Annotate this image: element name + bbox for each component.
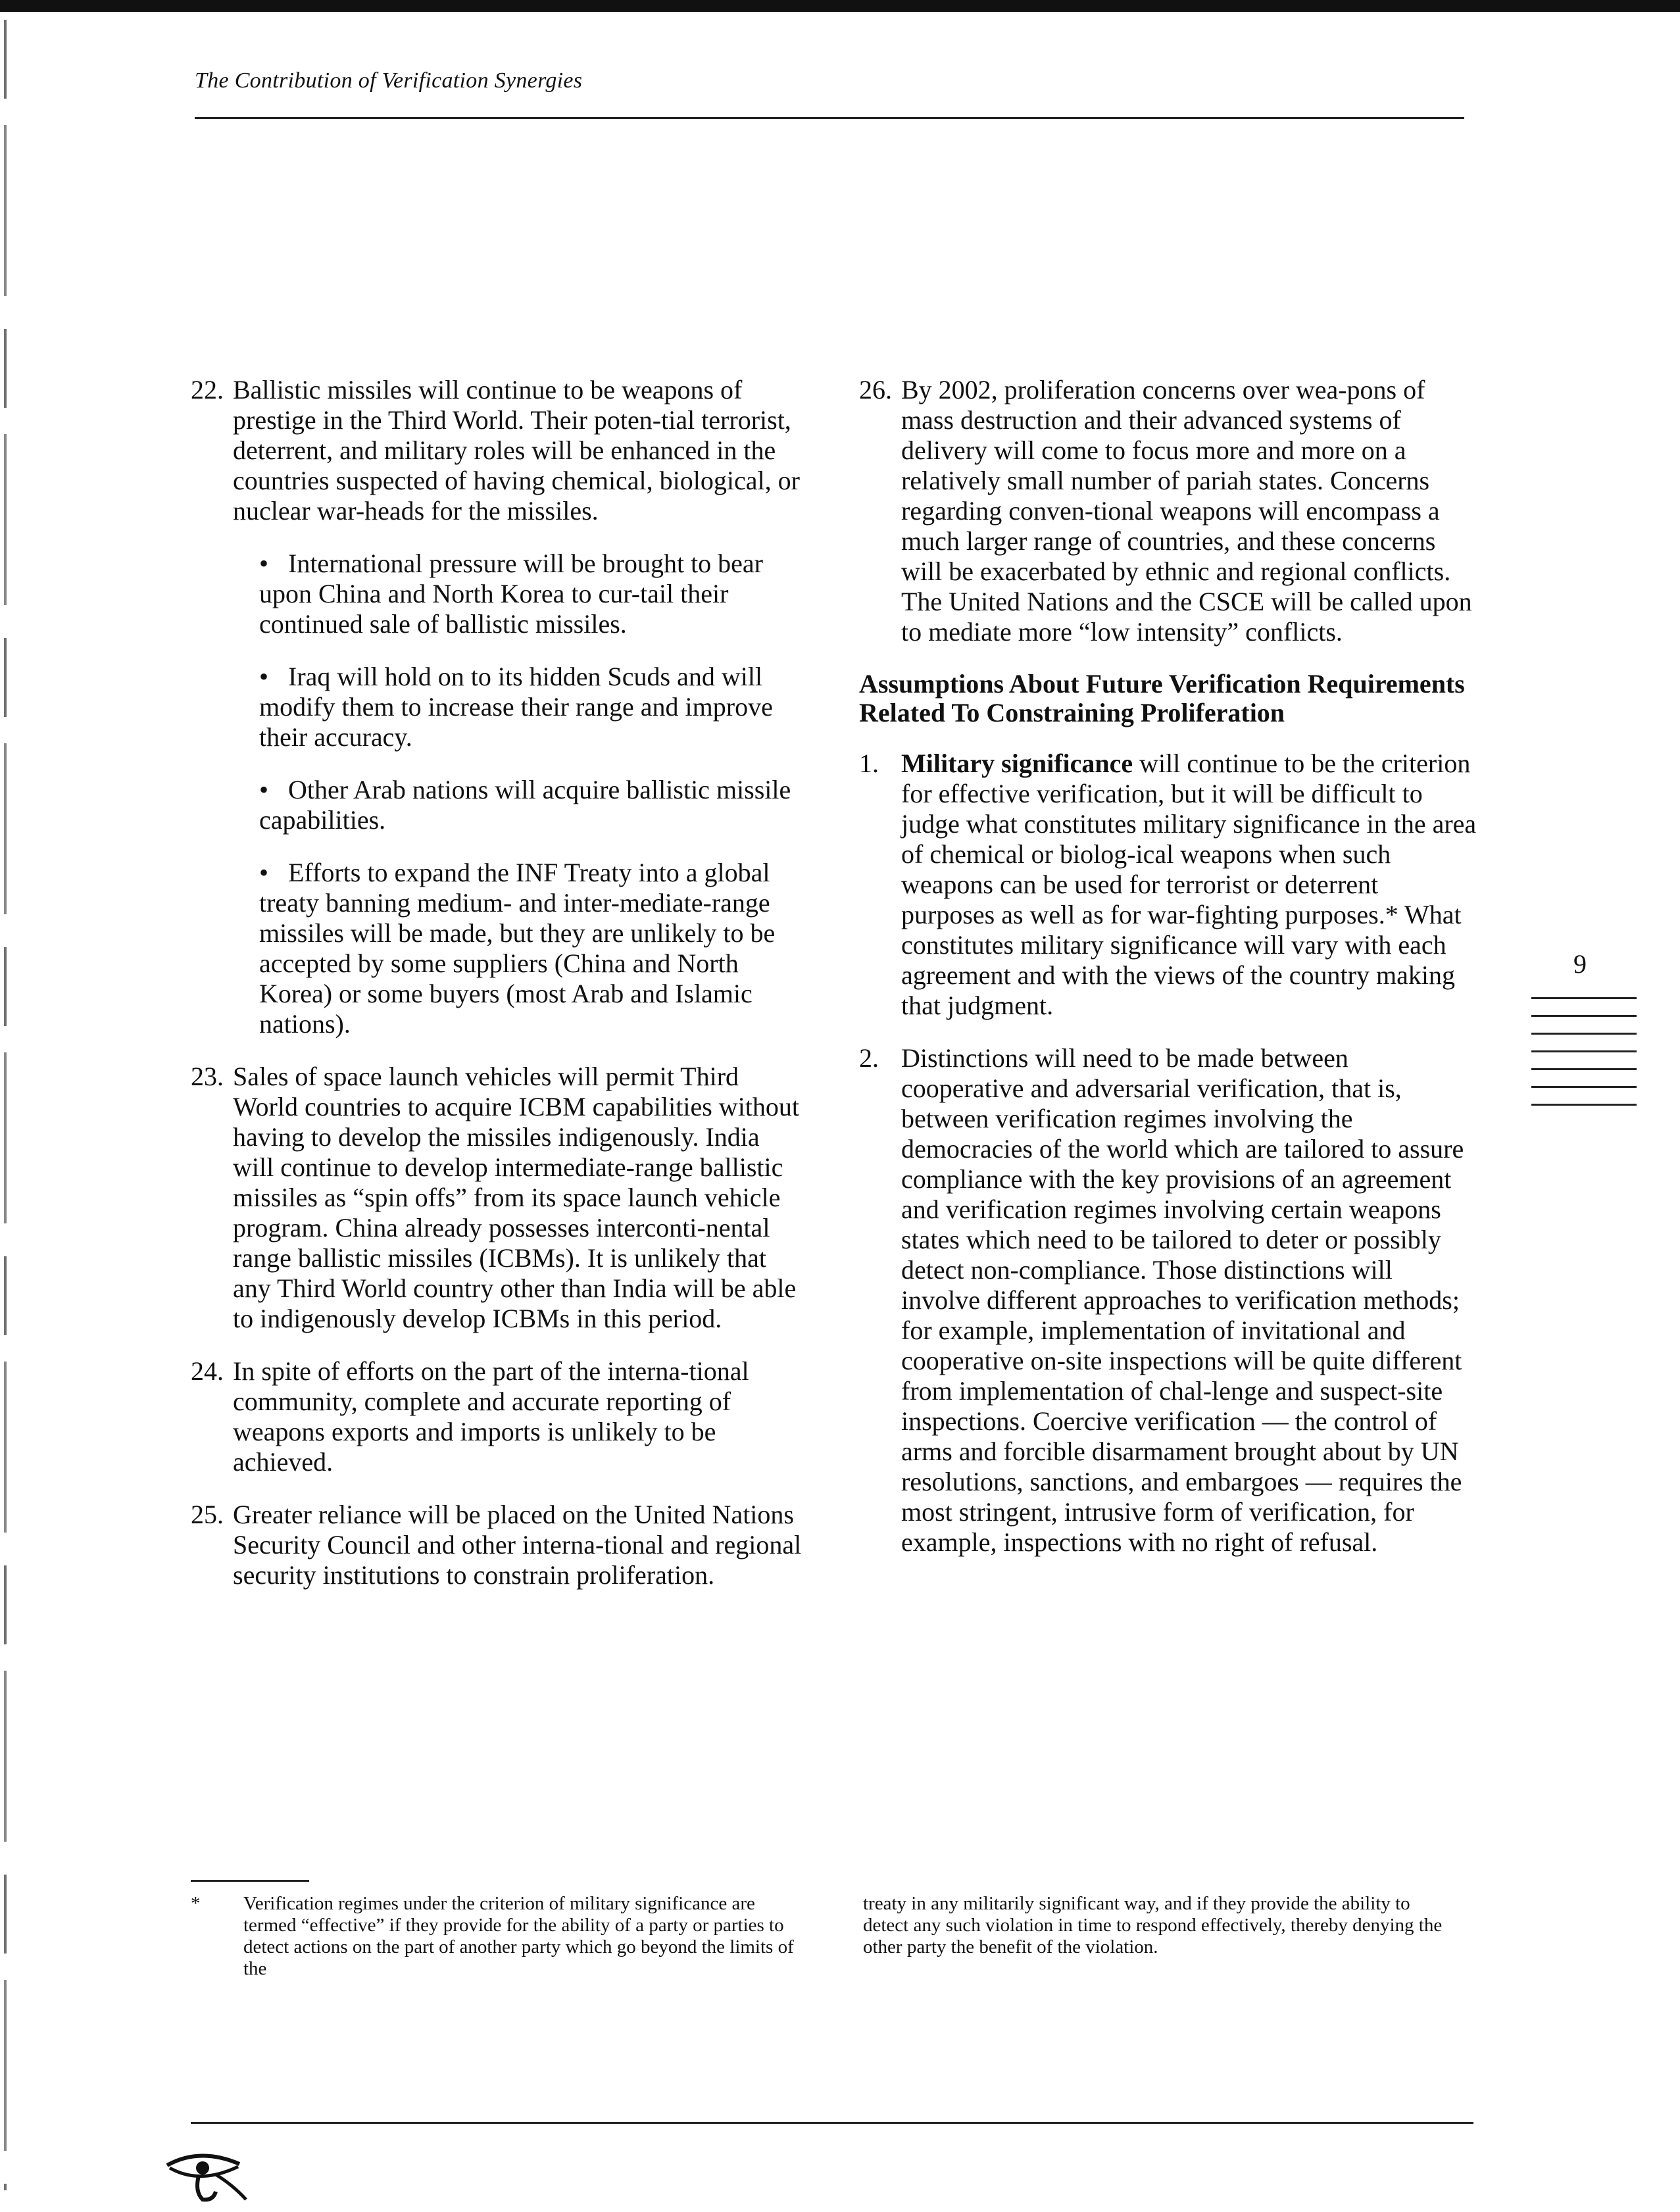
paragraph-26 bbox=[859, 375, 1477, 647]
running-title: The Contribution of Verification Synergies bbox=[195, 68, 583, 93]
paragraph-number: 25. bbox=[191, 1500, 224, 1529]
numbered-item-1 bbox=[859, 749, 1477, 1021]
eye-logo-icon bbox=[161, 2146, 253, 2205]
footnote-rule bbox=[191, 1880, 309, 1882]
bullet-text: Other Arab nations will acquire ballistic missile capabilities. bbox=[259, 775, 791, 835]
paragraph-text: Greater reliance will be placed on the United Nations Security Council and other interna-tional and regional security institutions to constrain proliferation. bbox=[233, 1500, 802, 1590]
footnote-text: Verification regimes under the criterion of military significance are termed “effective” if they provide for the ability of a party or parties to detect actions on the part of another party which go beyond the limits of the bbox=[243, 1893, 794, 1979]
bullet-item bbox=[191, 549, 803, 639]
item-bold-term: Military significance bbox=[901, 749, 1133, 778]
paragraph-number: 26. bbox=[859, 375, 892, 405]
paragraph-number: 23. bbox=[191, 1062, 224, 1091]
bullet-icon: • bbox=[259, 662, 269, 691]
bullet-item bbox=[191, 775, 803, 835]
right-column bbox=[859, 375, 1477, 1580]
item-text: Distinctions will need to be made between cooperative and adversarial verification, that is, between verification regimes involving the democracies of the world which are tailored to assure compliance with the key provisions of an agreement and verification regimes involving certain weapons states which need to be tailored to deter or possibly detect non-compliance. Those distinctions will involve different approaches to verification methods; for example, implementation of invitational and cooperative on-site inspections will be quite different from implementation of chal-lenge and suspect-site inspections. Coercive verification — the control of arms and forcible disarmament brought about by UN resolutions, sanctions, and embargoes — requires the most stringent, intrusive form of verification, for example, inspections with no right of refusal. bbox=[901, 1043, 1464, 1557]
section-heading: Assumptions About Future Verification Requirements Related To Constraining Proliferation bbox=[859, 669, 1465, 727]
left-column bbox=[191, 375, 803, 1613]
paragraph-24 bbox=[191, 1356, 803, 1477]
paragraph-23 bbox=[191, 1062, 803, 1334]
footer-rule bbox=[191, 2122, 1473, 2124]
item-number: 2. bbox=[859, 1043, 879, 1073]
paragraph-text: In spite of efforts on the part of the interna-tional community, complete and accurate reporting of weapons exports and imports is unlikely to be achieved. bbox=[233, 1356, 749, 1477]
footnote-text-continued: treaty in any militarily significant way, and if they provide the ability to detect any such violation in time to respond effectively, thereby denying the other party the benefit of the violation. bbox=[863, 1893, 1443, 1957]
header-rule bbox=[195, 117, 1464, 119]
item-text: will continue to be the criterion for effective verification, but it will be difficult to judge what constitutes military significance in the area of chemical or biolog-ical weapons when such weapons can be used for terrorist or deterrent purposes as well as for war-fighting purposes.* What constitutes military significance will vary with each agreement and with the views of the country making that judgment. bbox=[901, 749, 1477, 1020]
margin-rules bbox=[1531, 997, 1637, 1121]
bullet-text: Efforts to expand the INF Treaty into a global treaty banning medium- and inter-mediate-range missiles will be made, but they are unlikely to be accepted by some suppliers (China and North Korea) or some buyers (most Arab and Islamic nations). bbox=[259, 858, 776, 1039]
bullet-text: Iraq will hold on to its hidden Scuds and will modify them to increase their range and improve their accuracy. bbox=[259, 662, 773, 752]
bullet-icon: • bbox=[259, 775, 269, 804]
paragraph-number: 24. bbox=[191, 1356, 224, 1386]
paragraph-text: Sales of space launch vehicles will permit Third World countries to acquire ICBM capabilities without having to develop the missiles indigenously. India will continue to develop intermediate-range ballistic missiles as “spin offs” from its space launch vehicle program. China already possesses interconti-nental range ballistic missiles (ICBMs). It is unlikely that any Third World country other than India will be able to indigenously develop ICBMs in this period. bbox=[233, 1062, 800, 1333]
paragraph-22 bbox=[191, 375, 803, 526]
paragraph-25 bbox=[191, 1500, 803, 1590]
top-scan-bar bbox=[0, 0, 1680, 12]
bullet-item bbox=[191, 858, 803, 1039]
paragraph-text: Ballistic missiles will continue to be weapons of prestige in the Third World. Their poten-tial terrorist, deterrent, and military roles will be enhanced in the countries suspected of having chemical, biological, or nuclear war-heads for the missiles. bbox=[233, 375, 800, 526]
item-number: 1. bbox=[859, 749, 879, 778]
footnote-marker: * bbox=[191, 1893, 201, 1914]
bullet-item bbox=[191, 662, 803, 752]
page-number: 9 bbox=[1573, 949, 1587, 979]
bullet-icon: • bbox=[259, 549, 269, 578]
footnote-right bbox=[863, 1893, 1455, 1958]
numbered-item-2 bbox=[859, 1043, 1477, 1558]
bullet-icon: • bbox=[259, 858, 269, 887]
paragraph-text: By 2002, proliferation concerns over wea-pons of mass destruction and their advanced systems of delivery will come to focus more and more on a relatively small number of pariah states. Concerns regarding conven-tional weapons will encompass a much larger range of countries, and these concerns will be exacerbated by ethnic and regional conflicts. The United Nations and the CSCE will be called upon to mediate more “low intensity” conflicts. bbox=[901, 375, 1472, 647]
bullet-text: International pressure will be brought to bear upon China and North Korea to cur-tail their continued sale of ballistic missiles. bbox=[259, 549, 763, 639]
footnote-left bbox=[191, 1893, 803, 1980]
paragraph-number: 22. bbox=[191, 375, 224, 405]
scan-left-edge bbox=[4, 20, 7, 2190]
